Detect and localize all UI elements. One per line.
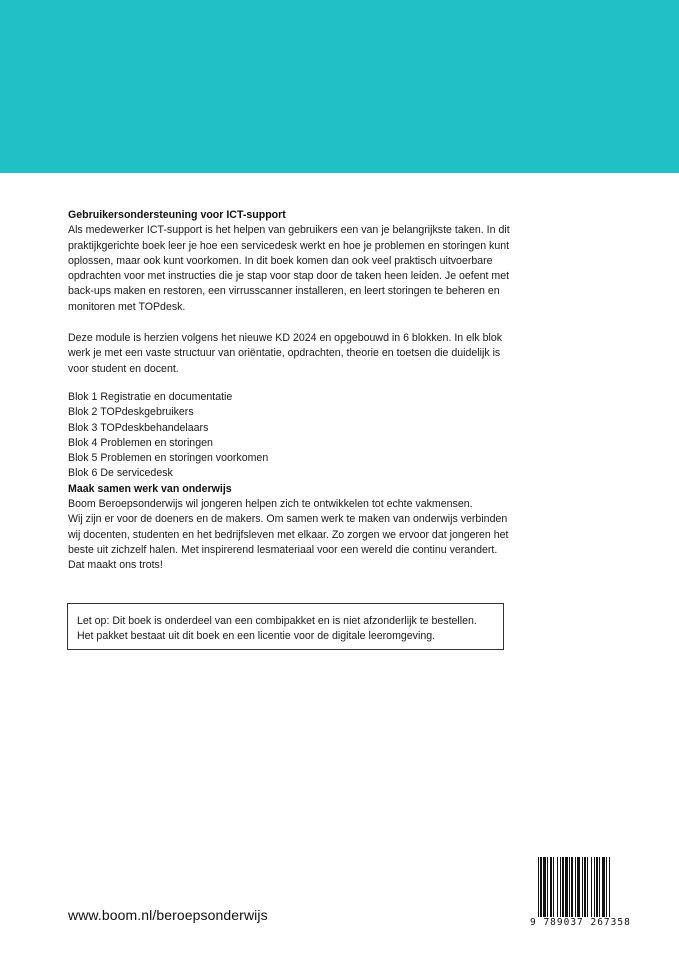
publisher-line: Boom Beroepsonderwijs wil jongeren helpen zich te ontwikkelen tot echte vakmensen. [68,498,473,511]
spacer [68,315,548,331]
barcode-icon [530,855,634,923]
intro-line: oplossen, maar ook kunt voorkomen. In dit boek komen dan ook veel praktisch uitvoerbare [68,254,493,267]
publisher-website: www.boom.nl/beroepsonderwijs [68,907,268,923]
block-item: Blok 1 Registratie en documentatie [68,390,233,403]
intro-line: back-ups maken en restoren, een virrusscanner installeren, en leert storingen te beheren en [68,285,500,298]
barcode-bar [575,857,576,919]
barcode-bar [584,857,586,919]
cover-color-band [0,0,679,173]
module-line: Deze module is herzien volgens het nieuwe KD 2024 en opgebouwd in 6 blokken. In elk blok [68,332,503,345]
barcode-bar [543,857,546,919]
intro-line: opdrachten voor met instructies die je stap voor stap door de taken heen leiden. Je oefent met [68,270,510,283]
isbn-number: 9 789037 267358 [530,917,634,928]
barcode-bar [557,857,558,919]
barcode-bar [596,857,598,919]
intro-heading: Gebruikersondersteuning voor ICT-support [68,209,286,221]
barcode-bar [606,857,607,919]
barcode-bar [591,857,592,919]
isbn-barcode [530,855,634,930]
block-item: Blok 6 De servicedesk [68,467,173,480]
publisher-line: wij docenten, studenten en het bedrijfsleven met elkaar. Zo zorgen we ervoor dat jongeren het [68,528,509,541]
publisher-line: beste uit zichzelf halen. Met inspirerend lesmateriaal voor een wereld die continu verandert. [68,543,498,556]
publisher-heading: Maak samen werk van onderwijs [68,482,232,495]
module-line: werk je met een vaste structuur van oriëntatie, opdrachten, theorie en toetsen die duidelijk is [68,347,501,360]
barcode-bar [540,857,542,919]
barcode-bar [602,857,605,919]
barcode-bar [594,857,595,919]
barcode-bar [587,857,588,919]
block-item: Blok 4 Problemen en storingen [68,436,213,449]
block-list [68,390,548,482]
intro-line: monitoren met TOPdesk. [68,300,186,313]
combipakket-note [67,603,504,650]
publisher-line: Dat maakt ons trots! [68,559,163,572]
publisher-line: Wij zijn er voor de doeners en de makers. Om samen werk te maken van onderwijs verbinden [68,513,508,526]
block-item: Blok 3 TOPdeskbehandelaars [68,421,209,434]
intro-line: Als medewerker ICT-support is het helpen van gebruikers een van je belangrijkste taken. In dit [68,224,510,237]
back-cover-text [68,208,548,574]
barcode-bar [577,857,580,919]
barcode-bar [562,857,564,919]
barcode-bar [582,857,583,919]
barcode-bar [609,857,610,919]
barcode-bar [599,857,600,919]
barcode-bar [569,857,570,919]
barcode-bar [553,857,554,919]
intro-line: praktijkgerichte boek leer je hoe een servicedesk werkt en hoe je problemen en storingen kunt [68,239,510,252]
barcode-bar [550,857,552,919]
spacer [68,377,548,390]
block-item: Blok 5 Problemen en storingen voorkomen [68,452,269,465]
barcode-bar [538,857,539,919]
barcode-bar [565,857,568,919]
barcode-bar [547,857,548,919]
barcode-bar [571,857,573,919]
note-line: Let op: Dit boek is onderdeel van een combipakket en is niet afzonderlijk te bestellen. [77,615,477,627]
block-item: Blok 2 TOPdeskgebruikers [68,406,194,419]
module-line: voor student en docent. [68,362,179,375]
barcode-bar [560,857,561,919]
note-line: Het pakket bestaat uit dit boek en een licentie voor de digitale leeromgeving. [77,630,436,643]
